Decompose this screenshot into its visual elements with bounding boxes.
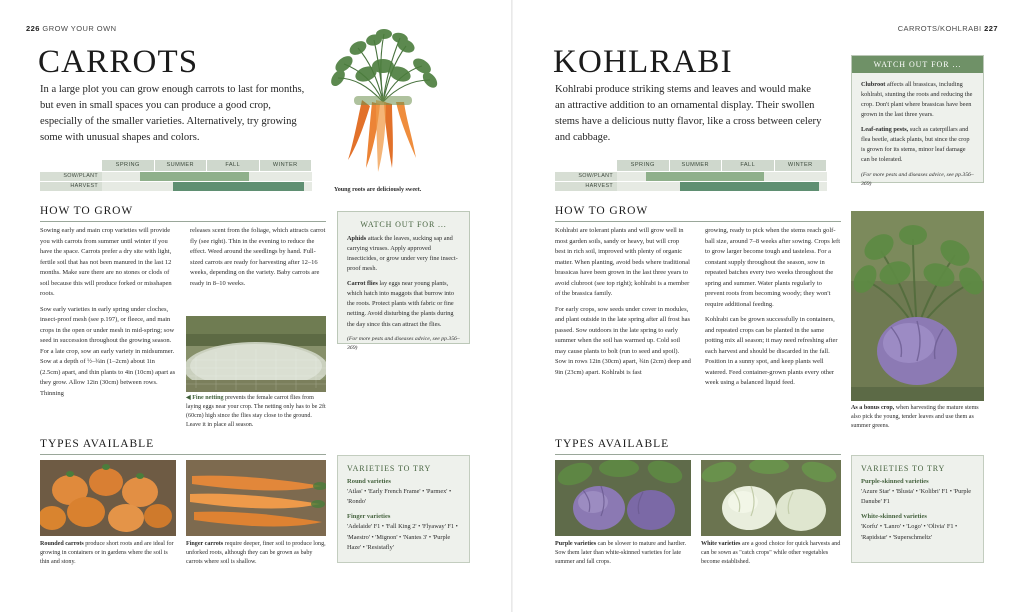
season-col-spring-k: SPRING [617, 160, 669, 171]
body-carrots-col1 [40, 226, 176, 404]
season-col-winter-k: WINTER [775, 160, 827, 171]
carrot-bunch-illustration [318, 22, 448, 182]
heading-types-available-carrots: TYPES AVAILABLE [40, 438, 155, 450]
watch-out-item-aphids-lead: Aphids [347, 235, 367, 242]
season-row-harvest-label: HARVEST [40, 182, 102, 191]
season-col-spring: SPRING [102, 160, 154, 171]
season-row-harvest-track-k [617, 182, 827, 191]
watch-out-box-carrots [337, 211, 470, 351]
spread-gutter [511, 0, 513, 612]
caption-kohlrabi-bonus-lead: As a bonus crop, [851, 405, 895, 411]
watch-out-item-leafpests-text: such as caterpillars and flea beetle, attack plants, but since the crop is grown for its stems, minor leaf damage can be tolerated. [861, 126, 970, 164]
folio-right [898, 24, 998, 33]
varieties-box-kohlrabi [851, 455, 984, 563]
season-row-sow-label-k: SOW/PLANT [555, 172, 617, 181]
varieties-group-round-name: Round varieties [347, 478, 391, 485]
caption-fine-netting-lead: ◀ Fine netting [186, 395, 224, 401]
season-chart-kohlrabi [555, 160, 827, 191]
watch-out-item-carrotfly-lead: Carrot flies [347, 280, 378, 288]
caption-finger-carrots-lead: Finger carrots [186, 541, 224, 547]
watch-out-footnote-carrots: (For more pests and diseases advice, see pp.356–369) [347, 335, 460, 351]
watch-out-box-kohlrabi [851, 55, 984, 187]
watch-out-item-clubroot-lead: Clubroot [861, 81, 886, 88]
watch-out-item-aphids-text: attack the leaves, sucking sap and carrying viruses. Apply approved insecticides, or grow under very fine insect-proof mesh. [347, 235, 458, 273]
season-row-sow-kohlrabi [555, 172, 827, 181]
caption-rounded-carrots-text: produce short roots and are ideal for growing in containers or in gardens where the soil is thin and stony. [40, 541, 174, 566]
body-carrots-col2 [190, 226, 326, 294]
season-col-fall-k: FALL [722, 160, 774, 171]
photo-rounded-carrots [40, 460, 176, 536]
season-row-sow-track-k [617, 172, 827, 181]
caption-purple-kohlrabi-lead: Purple varieties [555, 541, 597, 547]
season-chart-header [40, 160, 312, 171]
photo-purple-kohlrabi [555, 460, 691, 536]
body-kohlrabi-col1 [555, 226, 691, 383]
body-kohlrabi-col1-p1: Kohlrabi are tolerant plants and will grow well in most garden soils, sandy or heavy, but will crop best in rich soil, improved with plenty of organic matter. When planting, avoid beds where traditional brassicas have been grown in the last three years to avoid clubroot (see top right); kohlrabi is a member of the brassica family. [555, 227, 690, 298]
season-row-harvest [40, 182, 312, 191]
intro-carrots: In a large plot you can grow enough carrots to last for months, but even in small spaces you can produce a good crop, especially of the smaller varieties. Alternatively, try growing some with unusual shapes and colors. [40, 84, 305, 144]
varieties-group-round-list: 'Atlas' • 'Early French Frame' • 'Parmex' • 'Rondo' [347, 488, 452, 506]
season-row-sow-track [102, 172, 312, 181]
rule-how-to-grow-left [40, 221, 326, 222]
body-carrots-col1-p2: Sow early varieties in early spring under cloches, insect-proof mesh (see p.197), or fleece, and main crops in the open or under mesh in mid-spring; sow seed in succession throughout the growing season. For a late crop, sow an early variety in midsummer. Sow at a depth of ½–¾in (1–2cm) about 1in (2.5cm) apart, and thin plants to 4in (10cm) apart as they grow. Allow 12in (30cm) between rows. Thinning [40, 305, 176, 397]
folio-left [26, 24, 116, 33]
watch-out-item-carrotfly-text: lay eggs near young plants, which hatch into maggots that burrow into the roots. Protect plants with fabric or fine netting. Avoid disturbing the plants during the day since this can attract the flies. [347, 280, 455, 328]
watch-out-item-aphids [347, 234, 460, 274]
caption-fine-netting-text: prevents the female carrot flies from laying eggs near your crop. The netting only has to be 2ft (60cm) high since the flies stay close to the ground. Leave it in place all season. [186, 395, 326, 429]
heading-how-to-grow-kohlrabi: HOW TO GROW [555, 205, 649, 217]
season-col-winter: WINTER [260, 160, 312, 171]
caption-white-kohlrabi-lead: White varieties [701, 541, 741, 547]
season-col-summer: SUMMER [155, 160, 207, 171]
caption-purple-kohlrabi [555, 540, 691, 567]
caption-white-kohlrabi [701, 540, 841, 567]
photo-fine-netting [186, 316, 326, 392]
page-number-right: 227 [984, 24, 998, 33]
varieties-box-carrots [337, 455, 470, 563]
season-row-harvest-track [102, 182, 312, 191]
rule-types-right [555, 454, 841, 455]
heading-how-to-grow-carrots: HOW TO GROW [40, 205, 134, 217]
body-kohlrabi-col2-p1: growing, ready to pick when the stems reach golf-ball size, around 7–8 weeks after sowing. Crops left to grow larger become tough and tasteless. For a constant supply throughout the season, sow in repeated batches every two weeks throughout the spring and summer. Water plants regularly to prevent roots from becoming woody; they won't require additional feeding. [705, 227, 841, 308]
season-row-harvest-kohlrabi [555, 182, 827, 191]
caption-carrot-illustration-text: Young roots are deliciously sweet. [334, 187, 422, 193]
varieties-group-finger-name: Finger varieties [347, 513, 391, 521]
caption-rounded-carrots-lead: Rounded carrots [40, 541, 84, 547]
season-chart-header-kohlrabi [555, 160, 827, 171]
watch-out-footnote-kohlrabi: (For more pests and diseases advice, see pp.356–369) [861, 171, 974, 187]
caption-white-kohlrabi-text: are a good choice for quick harvests and can be sown as "catch crops" while other vegetables become established. [701, 541, 841, 566]
caption-kohlrabi-bonus-text: when harvesting the mature stems also pick the young, tender leaves and use them as summer greens. [851, 405, 979, 430]
varieties-group-white-name: White-skinned varieties [861, 513, 927, 521]
varieties-group-purple-list: 'Azure Star' • 'Blusta' • 'Kolibri' F1 • 'Purple Danube' F1 [861, 488, 972, 506]
running-head-right: CARROTS/KOHLRABI [897, 24, 982, 33]
watch-out-item-clubroot [861, 80, 974, 120]
caption-rounded-carrots [40, 540, 176, 567]
caption-finger-carrots-text: require deeper, finer soil to produce long, unforked roots, although they can be grown as baby carrots where soil is shallow. [186, 541, 326, 566]
varieties-title-kohlrabi: VARIETIES TO TRY [861, 464, 946, 473]
page-number-left: 226 [26, 24, 40, 33]
photo-kohlrabi-bonus-crop [851, 211, 984, 401]
body-carrots-col2-p1: releases scent from the foliage, which attracts carrot fly (see right). Thin in the evening to reduce the effect. Weed around the seedlings by hand. Full-sized carrots are ready for harvesting after 12–16 weeks, depending on the variety. Baby carrots are ready in 8–10 weeks. [190, 227, 326, 287]
caption-carrot-illustration [334, 186, 454, 195]
body-kohlrabi-col2-p2: Kohlrabi can be grown successfully in containers, and repeated crops can be planted in the same potting mix all season; it may need refreshing after each harvest and should be discarded in the fall. Position in a sunny spot, and keep plants well watered. Feed container-grown plants every other week using a balanced liquid feed. [705, 316, 838, 387]
varieties-group-finger-list: 'Adelaide' F1 • 'Fall King 2' • 'Flyaway' F1 • 'Maestro' • 'Mignon' • 'Nantes 3' • 'Purple Haze' • 'Resistafly' [347, 523, 458, 551]
varieties-title-carrots: VARIETIES TO TRY [347, 464, 432, 473]
heading-types-available-kohlrabi: TYPES AVAILABLE [555, 438, 670, 450]
season-row-harvest-label-k: HARVEST [555, 182, 617, 191]
watch-out-item-clubroot-text: affects all brassicas, including kohlrabi, stunting the roots and reducing the crop. Don't plant where brassicas have been grown in the last three years. [861, 81, 973, 119]
running-head-left: GROW YOUR OWN [42, 24, 117, 33]
varieties-group-purple-name: Purple-skinned varieties [861, 478, 929, 485]
rule-how-to-grow-right [555, 221, 841, 222]
season-chart-carrots [40, 160, 312, 191]
photo-finger-carrots [186, 460, 326, 536]
watch-out-item-carrotfly [347, 279, 460, 329]
season-row-sow [40, 172, 312, 181]
caption-fine-netting [186, 394, 326, 431]
watch-out-title-carrots: WATCH OUT FOR ... [360, 220, 447, 229]
body-kohlrabi-col2 [705, 226, 841, 394]
season-col-summer-k: SUMMER [670, 160, 722, 171]
rule-types-left [40, 454, 326, 455]
page-title-kohlrabi: KOHLRABI [553, 44, 733, 80]
caption-finger-carrots [186, 540, 326, 567]
watch-out-item-leafpests-lead: Leaf-eating pests, [861, 126, 909, 134]
body-carrots-col1-p1: Sowing early and main crop varieties will provide you with carrots from summer until winter if you have the space. Carrots prefer a dry site with light, fertile soil that has not been manured in the last 12 months. Make sure there are no stones or clods of soil because this will produce forked or misshapen roots. [40, 227, 172, 298]
caption-purple-kohlrabi-text: can be slower to mature and hardier. Sow them later than white-skinned varieties for late summer and fall crops. [555, 541, 687, 566]
watch-out-title-kohlrabi: WATCH OUT FOR ... [852, 56, 983, 73]
season-row-sow-label: SOW/PLANT [40, 172, 102, 181]
watch-out-item-leafpests [861, 125, 974, 165]
page-title-carrots: CARROTS [38, 44, 199, 80]
caption-kohlrabi-bonus-crop [851, 404, 984, 431]
body-kohlrabi-col1-p2: For early crops, sow seeds under cover in modules, and plant outside in the late spring after all frost has passed. Sow outdoors in the late spring to early summer when the soil has warmed up. Cold soil may cause plants to bolt (run to seed and spoil). Sow in rows 12in (30cm) apart, ¾in (2cm) deep and 9in (23cm) apart. Kohlrabi is fast [555, 305, 691, 376]
season-col-fall: FALL [207, 160, 259, 171]
varieties-group-white-list: 'Korfu' • 'Lanro' • 'Logo' • 'Olivia' F1 • 'Rapidstar' • 'Superschmeltz' [861, 523, 958, 541]
intro-kohlrabi: Kohlrabi produce striking stems and leaves and would make an attractive addition to an ornamental display. Their swollen stems have a delicious nutty flavor, like a cross between celery and cabbage. [555, 84, 822, 144]
photo-white-kohlrabi [701, 460, 841, 536]
